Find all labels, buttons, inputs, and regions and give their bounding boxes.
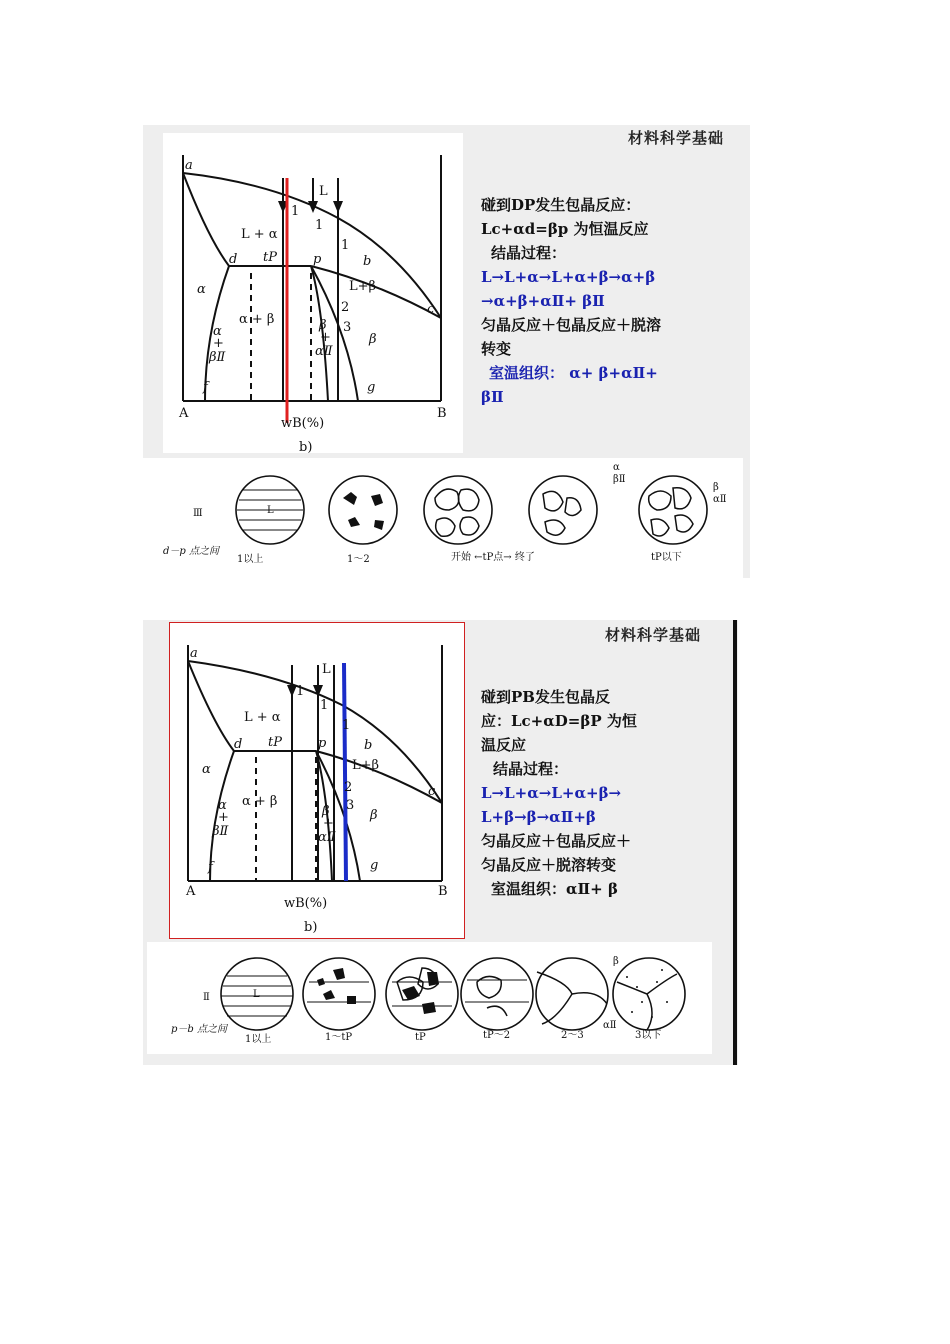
diagram-label: 1 <box>291 204 300 219</box>
diagram-label: g <box>367 380 376 395</box>
slide-1-title: 材料科学基础 <box>628 129 725 147</box>
diagram-label: 3 <box>346 798 355 813</box>
diagram-label: tP～2 <box>483 1030 511 1041</box>
diagram-label: g <box>370 858 379 873</box>
diagram-label: a <box>190 646 198 661</box>
diagram-label: 1～2 <box>347 554 370 565</box>
diagram-label: A <box>179 406 189 421</box>
diagram-label: α <box>197 282 206 297</box>
microstructure-strip-1 <box>143 458 743 578</box>
diagram-label: b <box>363 254 372 269</box>
slide-1-notes: 碰到DP发生包晶反应： Lc+αd=βp 为恒温反应 结晶过程： L→L+α→L+α+β→α+β →α+β+αⅡ+ βⅡ 匀晶反应＋包晶反应＋脱溶 转变 室温组织： α+ β+αⅡ+ βⅡ <box>481 196 662 406</box>
diagram-label: b) <box>299 440 313 453</box>
diagram-label: L <box>322 662 331 677</box>
diagram-label: α <box>213 324 222 339</box>
diagram-label: B <box>438 884 448 899</box>
diagram-label: 2～3 <box>561 1030 584 1041</box>
diagram-label: p <box>313 252 322 267</box>
diagram-label: βⅡ <box>613 474 626 485</box>
diagram-label: L+β <box>349 279 377 294</box>
diagram-label: tP <box>268 735 282 750</box>
phase-diagram-2 <box>169 622 465 939</box>
diagram-label: α <box>218 798 227 813</box>
diagram-label: L + α <box>244 710 281 725</box>
diagram-label: c <box>427 302 435 317</box>
diagram-label: 2 <box>341 300 350 315</box>
diagram-label: b <box>364 738 373 753</box>
diagram-label: β <box>319 318 327 333</box>
diagram-label: d <box>234 737 243 752</box>
diagram-label: β <box>322 804 330 819</box>
diagram-label: 3以下 <box>635 1030 662 1041</box>
diagram-label: αⅡ <box>318 830 336 845</box>
diagram-label: 1以上 <box>237 554 264 565</box>
diagram-label: βⅡ <box>209 350 226 365</box>
slide-2-edge <box>733 620 737 1065</box>
diagram-label: f <box>203 380 208 395</box>
diagram-label: f <box>208 860 213 875</box>
microstructure-strip-2-svg <box>147 942 712 1054</box>
diagram-label: α + β <box>239 312 275 327</box>
slide-2 <box>143 620 738 1065</box>
slide-2-title: 材料科学基础 <box>605 626 702 644</box>
diagram-label: p <box>318 736 327 751</box>
diagram-label: + <box>218 810 229 825</box>
diagram-label: αⅡ <box>315 344 333 359</box>
diagram-label: β <box>369 332 377 347</box>
diagram-label: L + α <box>241 227 278 242</box>
blue-composition-line <box>344 663 346 881</box>
diagram-label: 1 <box>341 238 350 253</box>
microstructure-strip-1-svg <box>143 458 743 578</box>
diagram-label: d <box>229 252 238 267</box>
diagram-label: 2 <box>344 780 353 795</box>
slide-1 <box>143 125 750 578</box>
diagram-label: α <box>202 762 211 777</box>
diagram-label: L <box>267 505 274 516</box>
diagram-label: 1 <box>342 718 351 733</box>
diagram-label: + <box>323 816 334 831</box>
diagram-label: tP <box>415 1032 426 1043</box>
diagram-label: L+β <box>352 758 380 773</box>
diagram-label: 3 <box>343 320 352 335</box>
diagram-label: 1～tP <box>325 1032 353 1043</box>
diagram-label: d－p 点之间 <box>163 546 219 557</box>
diagram-label: + <box>320 330 331 345</box>
diagram-label: A <box>186 884 196 899</box>
label-a: a <box>185 158 193 173</box>
phase-diagram-2-svg <box>170 623 464 938</box>
diagram-label: α <box>613 462 620 473</box>
diagram-label: tP以下 <box>651 552 682 563</box>
diagram-label: αⅡ <box>713 494 727 505</box>
diagram-label: B <box>437 406 447 421</box>
diagram-label: p－b 点之间 <box>171 1024 227 1035</box>
diagram-label: 1 <box>320 698 329 713</box>
diagram-label: Ⅱ <box>203 992 210 1003</box>
diagram-label: L <box>253 989 260 1000</box>
diagram-label: 1 <box>296 684 305 699</box>
diagram-label: 1以上 <box>245 1034 272 1045</box>
diagram-label: α + β <box>242 794 278 809</box>
slide-2-notes: 碰到PB发生包晶反 应：Lc+αD=βP 为恒 温反应 结晶过程： L→L+α→L+α+β→ L+β→β→αⅡ+β 匀晶反应＋包晶反应＋ 匀晶反应＋脱溶转变 室温组织：αⅡ+ β <box>481 688 637 898</box>
microstructure-strip-2 <box>147 942 712 1054</box>
diagram-label: wB(%) <box>284 896 328 911</box>
diagram-label: β <box>370 808 378 823</box>
diagram-label: tP <box>263 250 277 265</box>
diagram-label: β <box>713 482 719 493</box>
diagram-label: αⅡ <box>603 1020 617 1031</box>
diagram-label: + <box>213 336 224 351</box>
diagram-label: Ⅲ <box>193 508 203 519</box>
diagram-label: wB(%) <box>281 416 325 431</box>
phase-diagram-1-svg <box>163 133 463 453</box>
diagram-label: b) <box>304 920 318 935</box>
diagram-label: L <box>319 184 328 199</box>
phase-diagram-1 <box>163 133 463 453</box>
diagram-label: c <box>428 784 436 799</box>
diagram-label: 开始 ←tP点→ 终了 <box>451 552 535 563</box>
diagram-label: β <box>613 956 619 967</box>
diagram-label: βⅡ <box>212 824 229 839</box>
diagram-label: 1 <box>315 218 324 233</box>
